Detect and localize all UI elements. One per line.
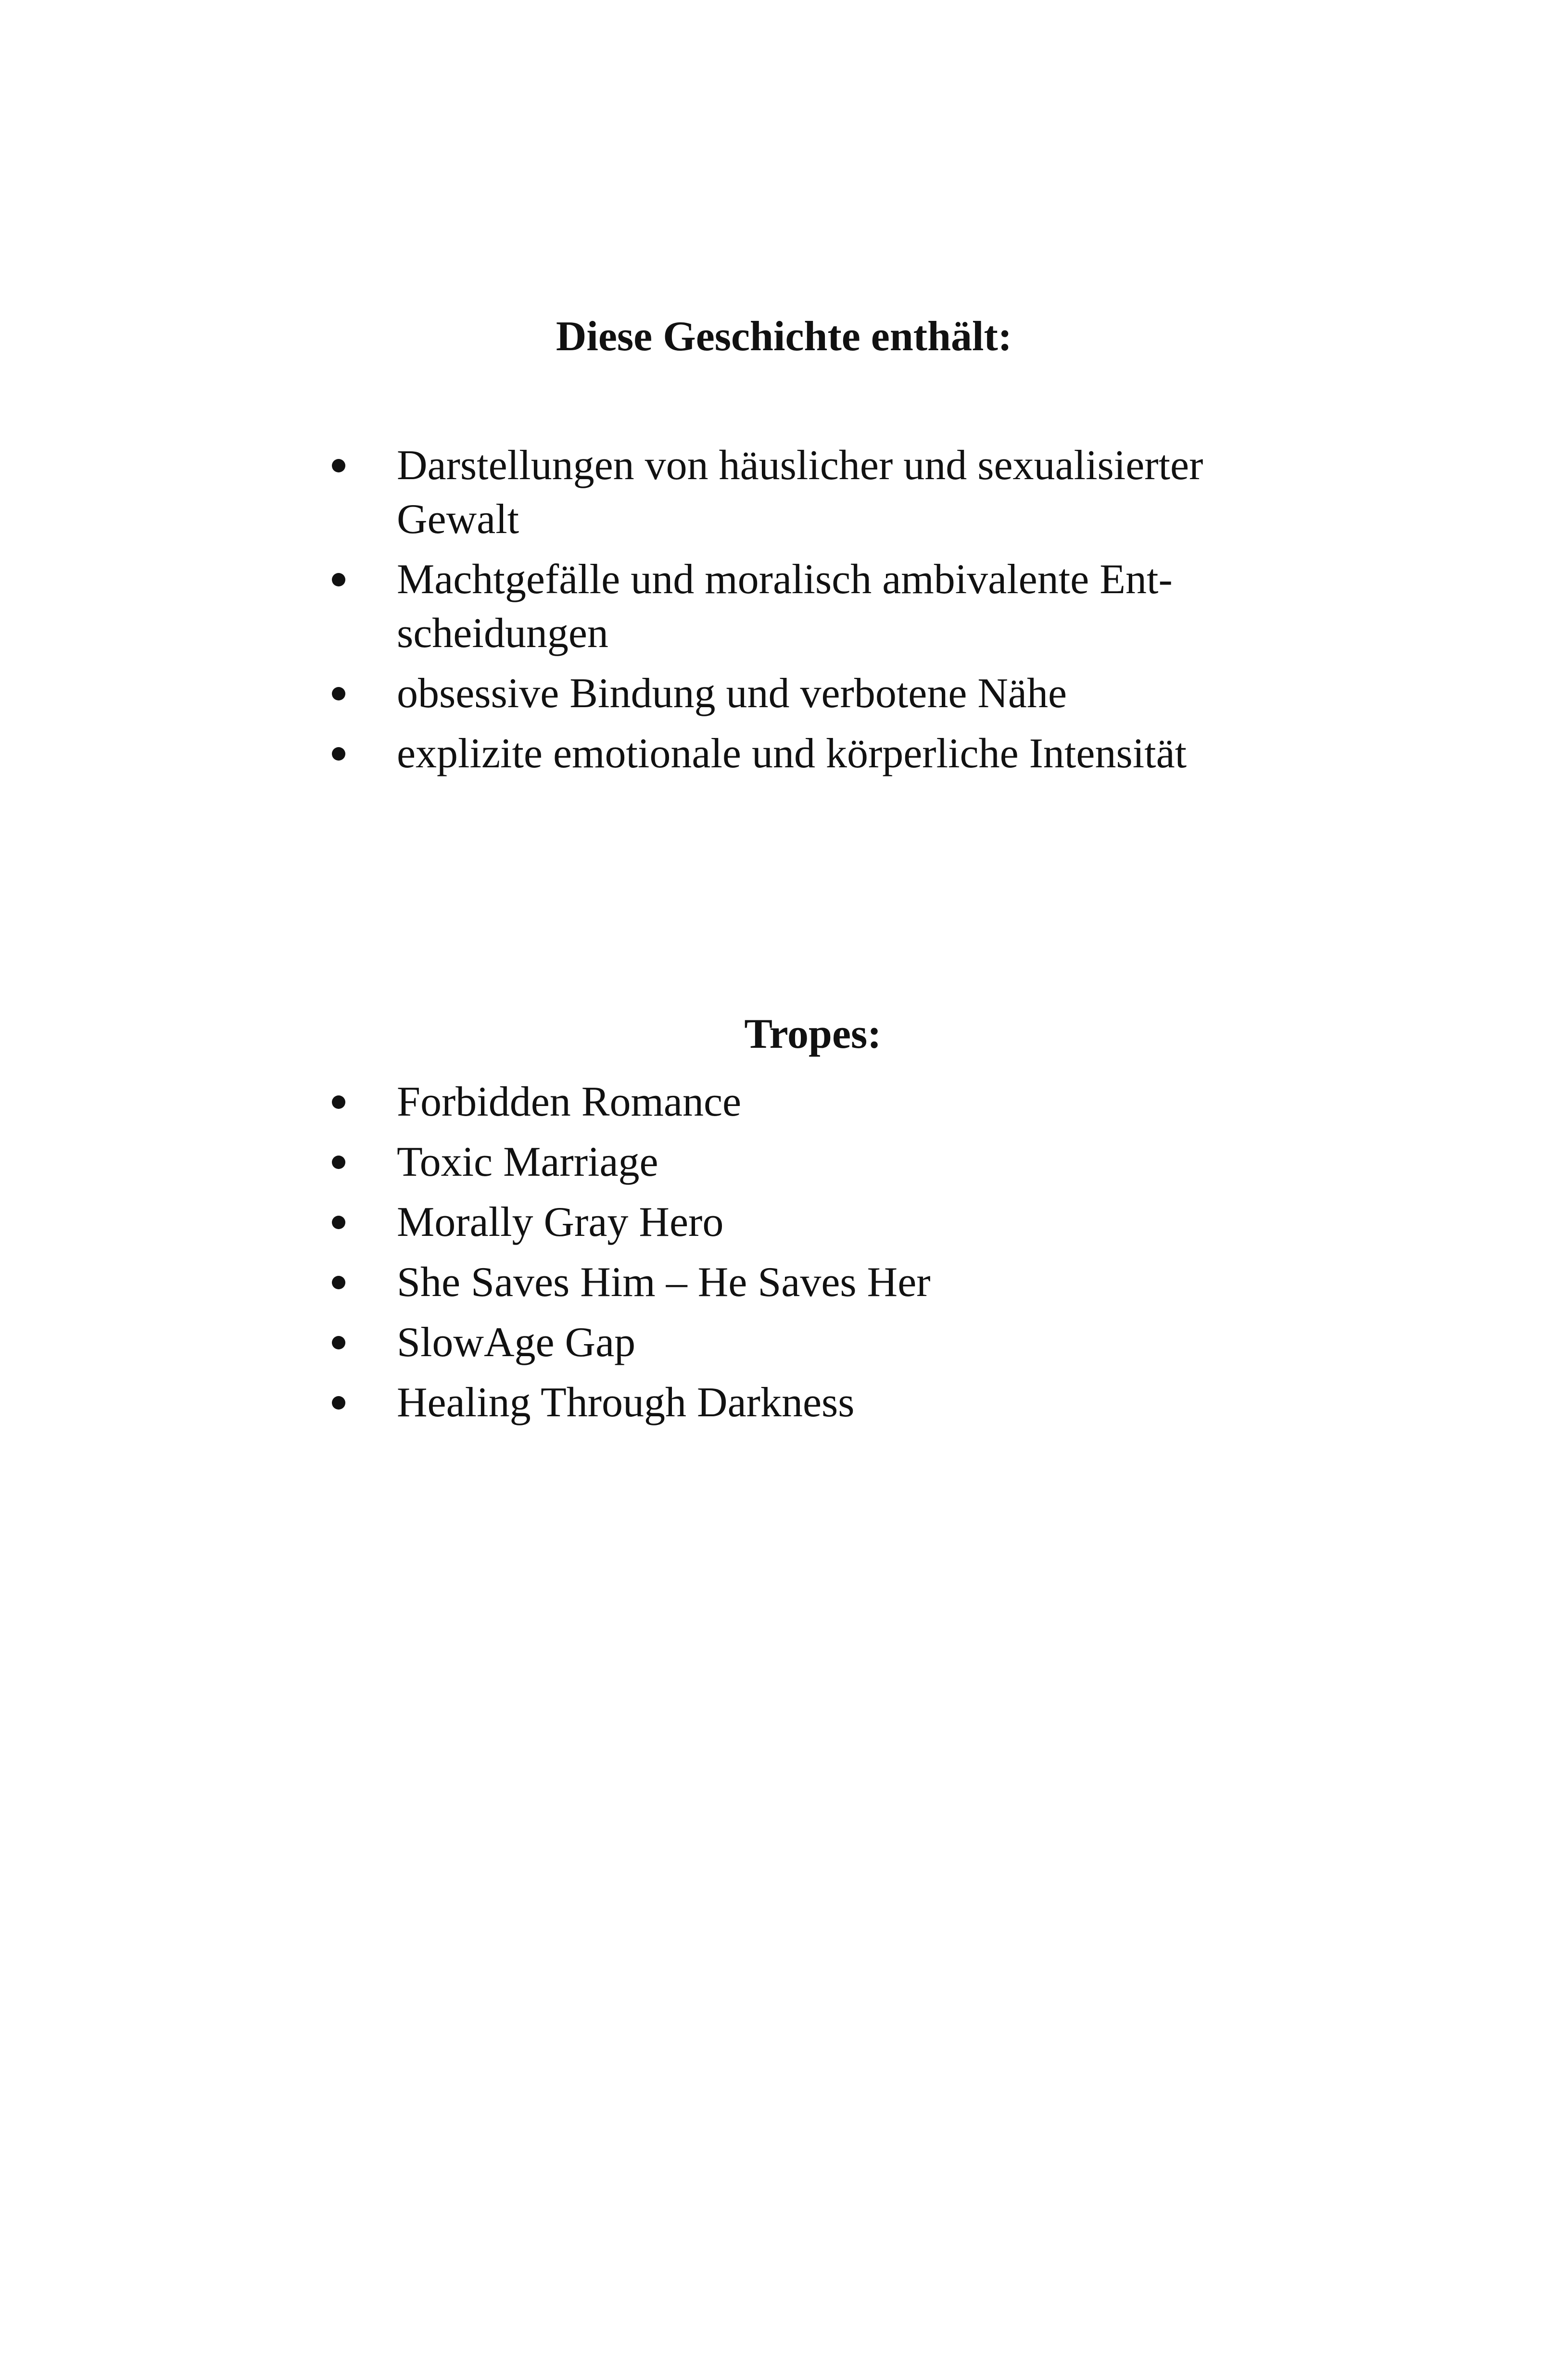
bullet-icon [332, 687, 345, 700]
list-item [0, 1256, 1568, 1309]
bullet-icon [332, 1276, 345, 1289]
list-item [0, 1316, 1568, 1370]
list-item-text: Forbidden Romance [397, 1079, 742, 1125]
list-item [0, 553, 1568, 661]
list-item-text: She Saves Him – He Saves Her [397, 1259, 931, 1306]
list-item-text: Healing Through Darkness [397, 1379, 855, 1426]
content-warning-list [0, 439, 1568, 787]
list-item-text: SlowAge Gap [397, 1319, 636, 1366]
bullet-icon [332, 1156, 345, 1169]
tropes-heading: Tropes: [744, 1011, 882, 1057]
tropes-list [0, 1075, 1568, 1436]
list-item-text: Morally Gray Hero [397, 1199, 724, 1246]
bullet-icon [332, 1216, 345, 1229]
bullet-icon [332, 1336, 345, 1349]
list-item [0, 1376, 1568, 1430]
list-item [0, 727, 1568, 781]
bullet-icon [332, 747, 345, 761]
list-item [0, 667, 1568, 721]
list-item-text: obsessive Bindung und verbotene Nähe [397, 670, 1067, 717]
list-item [0, 439, 1568, 547]
list-item-text: Toxic Marriage [397, 1139, 658, 1185]
list-item-text: Darstellungen von häuslicher und sexualisierter Gewalt [397, 442, 1203, 543]
bullet-icon [332, 573, 345, 586]
list-item-text: Machtgefälle und moralisch ambivalente Ent- scheidungen [397, 556, 1173, 657]
list-item [0, 1075, 1568, 1129]
bullet-icon [332, 1095, 345, 1109]
list-item [0, 1135, 1568, 1189]
bullet-icon [332, 459, 345, 472]
list-item-text: explizite emotionale und körperliche Intensität [397, 730, 1187, 777]
list-item [0, 1195, 1568, 1249]
content-warning-heading: Diese Geschichte enthält: [556, 313, 1012, 360]
bullet-icon [332, 1396, 345, 1410]
